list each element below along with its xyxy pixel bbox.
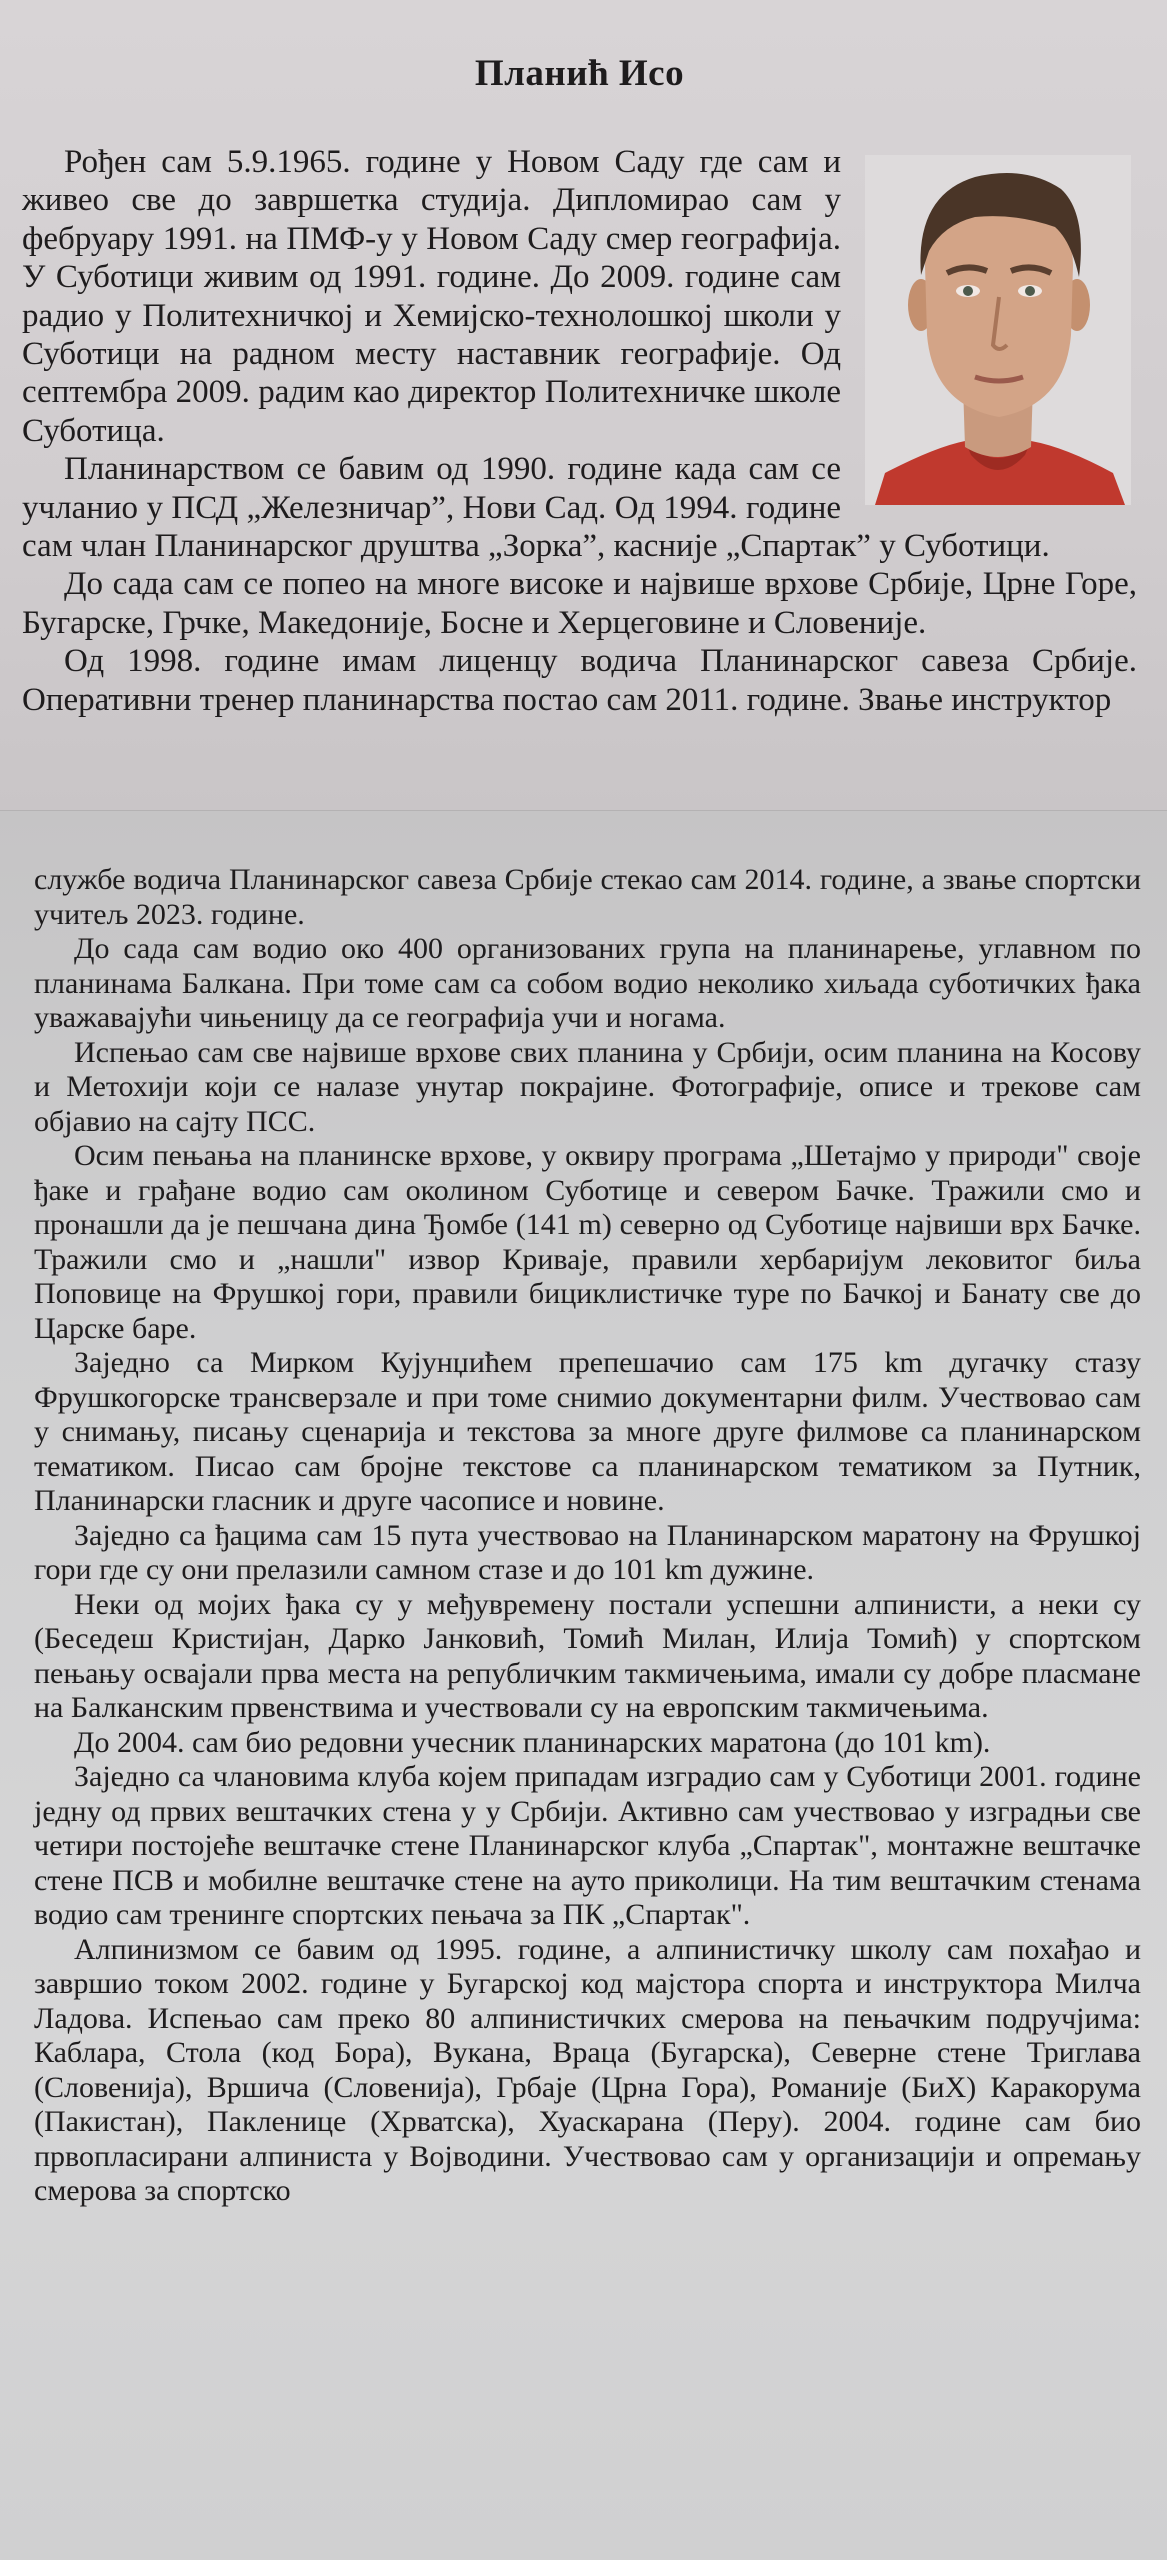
paragraph-birth-education: Рођен сам 5.9.1965. године у Новом Саду где сам и живео све до завршетка студија. Дипломирао сам у фебруару 1991. на ПМФ-у у Новом Саду смер географија. У Суботици живим од 1991. године. До 2009. године сам радио у Политехничкој и Хемијско-технолошкој школи у Суботици на радном месту наставник географије. Од септембра 2009. радим као директор Политехничке школе Суботица. <box>22 144 841 449</box>
author-photo <box>865 155 1131 505</box>
paragraph-serbian-peaks: Испењао сам све највише врхове свих планина у Србији, осим планина на Косову и Метохији који се налазе унутар покрајине. Фотографије, описе и трекове сам објавио на сајту ПСС. <box>34 1035 1141 1138</box>
page-top <box>0 0 1167 810</box>
paragraph-artificial-walls: Заједно са члановима клуба којем припадам изградио сам у Суботици 2001. године једну од првих вештачких стена у у Србији. Активно сам учествовао у изградњи све четири постојеће вештачке стене Планинарског клуба „Спартак", монтажне вештачке стене ПСВ и мобилне вештачке стене на ауто приколици. На тим вештачким стенама водио сам тренинге спортских пењача за ПК „Спартак". <box>34 1760 1141 1931</box>
paragraph-walking-in-nature: Осим пењања на планинске врхове, у оквиру програма „Шетајмо у природи" своје ђаке и грађане водио сам околином Суботице и севером Бачке. Тражили смо и пронашли да је пешчана дина Ђомбе (141 m) северно од Суботице највиши врх Бачке. Тражили смо и „нашли" извор Криваје, правили хербаријум лековитог биља Поповице на Фрушкој гори, правили бициклистичке туре по Бачкој и Банату све до Царске баре. <box>34 1139 1141 1345</box>
paragraph-alpinism: Алпинизмом се бавим од 1995. године, а алпинистичку школу сам похађао и завршио током 2002. године у Бугарској код мајстора спорта и инструктора Милча Ладова. Испењао сам преко 80 алпинистичких смерова на пењачким подручјима: Каблара, Стола (код Бора), Вукана, Враца (Бугарска), Северне стене Триглава (Словенија), Вршича (Словенија), Грбаје (Црна Гора), Романије (БиХ) Каракорума (Пакистан), Пакленице (Хрватска), Хуаскарана (Перу). 2004. године сам био првопласирани алпиниста у Војводини. Учествовао сам у организацији и опремању смерова за спортско <box>34 1932 1141 2207</box>
paragraph-organized-groups: До сада сам водио око 400 организованих група на планинарење, углавном по планинама Балкана. При томе сам са собом водио неколико хиљада суботичких ђака уважавајући чињеницу да се географија учи и ногама. <box>34 932 1141 1034</box>
page-bottom <box>0 810 1167 2560</box>
paragraph-peaks-climbed: До сада сам се попео на многе високе и највише врхове Србије, Црне Горе, Бугарске, Грчке, Македоније, Босне и Херцеговине и Словеније. <box>22 566 1137 641</box>
paragraph-guide-license-continued: службе водича Планинарског савеза Србије стекао сам 2014. године, а звање спортски учитељ 2023. године. <box>34 863 1141 931</box>
paragraph-mountaineering-start: Планинарством се бавим од 1990. године када сам се учланио у ПСД „Железничар”, Нови Сад. Од 1994. године сам члан Планинарског друштва „Зорка”, касније „Спартак” у Суботици. <box>22 451 1050 565</box>
author-portrait-image <box>865 155 1131 505</box>
paragraph-successful-students: Неки од мојих ђака су у међувремену постали успешни алпинисти, а неки су (Беседеш Кристијан, Дарко Јанковић, Томић Милан, Илија Томић) у спортском пењању освајали прва места на републичким такмичењима, имали су добре пласмане на Балканским првенствима и учествовали су на европским такмичењима. <box>34 1587 1141 1724</box>
page-title: Планић Исо <box>474 53 685 94</box>
paragraph-marathons-until-2004: До 2004. сам био редовни учесник планинарских маратона (до 101 km). <box>74 1725 991 1759</box>
paragraph-guide-license: Од 1998. године имам лиценцу водича Планинарског савеза Србије. Оперативни тренер планинарства постао сам 2011. године. Звање инструктор <box>22 643 1137 718</box>
paragraph-marathon-students: Заједно са ђацима сам 15 пута учествовао на Планинарском маратону на Фрушкој гори где су они прелазили самном стазе и до 101 km дужине. <box>34 1518 1141 1586</box>
paragraph-fruska-gora-film: Заједно са Мирком Кујунџићем препешачио сам 175 km дугачку стазу Фрушкогорске трансверзале и при томе снимио документарни филм. Учествовао сам у снимању, писању сценарија и текстова за многе друге филмове са планинарском тематиком. Писао сам бројне текстове са планинарском тематиком за Путник, Планинарски гласник и друге часописе и новине. <box>34 1346 1141 1517</box>
